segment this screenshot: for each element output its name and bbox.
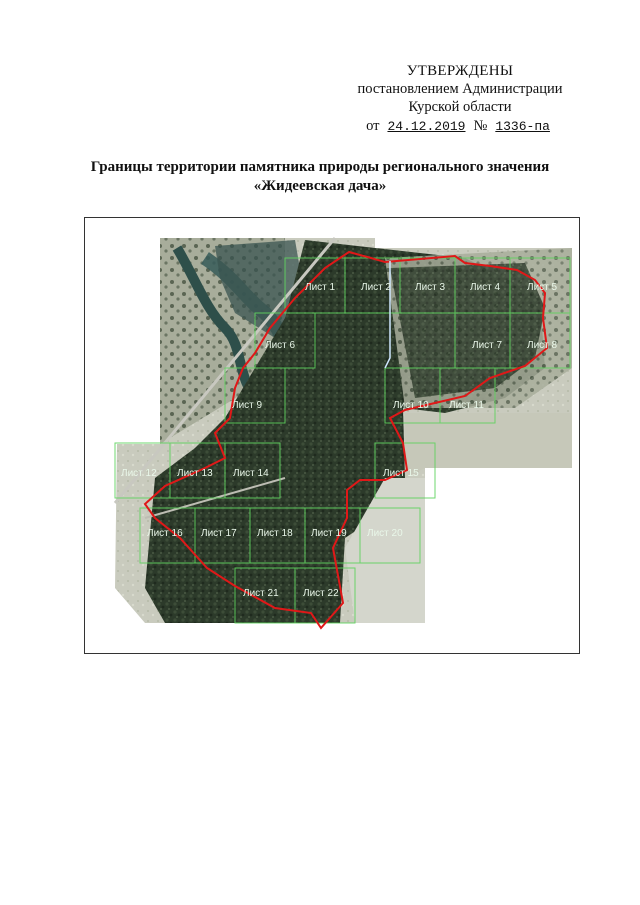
sheet-label-13: Лист 13 [177, 468, 213, 479]
sheet-label-6: Лист 6 [265, 340, 296, 351]
approval-line-2: Курской области [408, 99, 512, 115]
sheet-label-4: Лист 4 [470, 282, 501, 293]
title-line-2: «Жидеевская дача» [253, 178, 387, 194]
sheet-label-8: Лист 8 [527, 340, 558, 351]
sheet-label-9: Лист 9 [232, 400, 263, 411]
number-label: № [473, 118, 488, 134]
sheet-label-21: Лист 21 [243, 588, 279, 599]
sheet-label-2: Лист 2 [361, 282, 392, 293]
sheet-label-10: Лист 10 [393, 400, 429, 411]
sheet-label-7: Лист 7 [472, 340, 503, 351]
sheet-label-15: Лист 15 [383, 468, 419, 479]
sheet-label-1: Лист 1 [305, 282, 336, 293]
approval-dateline [340, 117, 580, 136]
sheet-label-16: Лист 16 [147, 528, 183, 539]
approval-line-1: постановлением Администрации [357, 81, 563, 97]
sheet-label-22: Лист 22 [303, 588, 339, 599]
sheet-label-3: Лист 3 [415, 282, 446, 293]
approval-number: 1336-па [495, 119, 550, 134]
satellite-map [85, 218, 579, 653]
sheet-label-12: Лист 12 [121, 468, 157, 479]
approval-block [340, 62, 580, 136]
sheet-label-19: Лист 19 [311, 528, 347, 539]
title-line-1: Границы территории памятника природы регионального значения [90, 159, 550, 175]
approval-heading: УТВЕРЖДЕНЫ [406, 63, 514, 79]
sheet-label-11: Лист 11 [449, 400, 484, 411]
from-label: от [366, 118, 380, 134]
sheet-label-17: Лист 17 [201, 528, 237, 539]
sheet-label-18: Лист 18 [257, 528, 293, 539]
sheet-label-20: Лист 20 [367, 528, 403, 539]
sheet-label-5: Лист 5 [527, 282, 558, 293]
sheet-label-14: Лист 14 [233, 468, 269, 479]
document-title [60, 158, 580, 196]
map-frame [84, 217, 580, 654]
satellite-imagery [115, 238, 572, 623]
approval-date: 24.12.2019 [387, 119, 466, 134]
